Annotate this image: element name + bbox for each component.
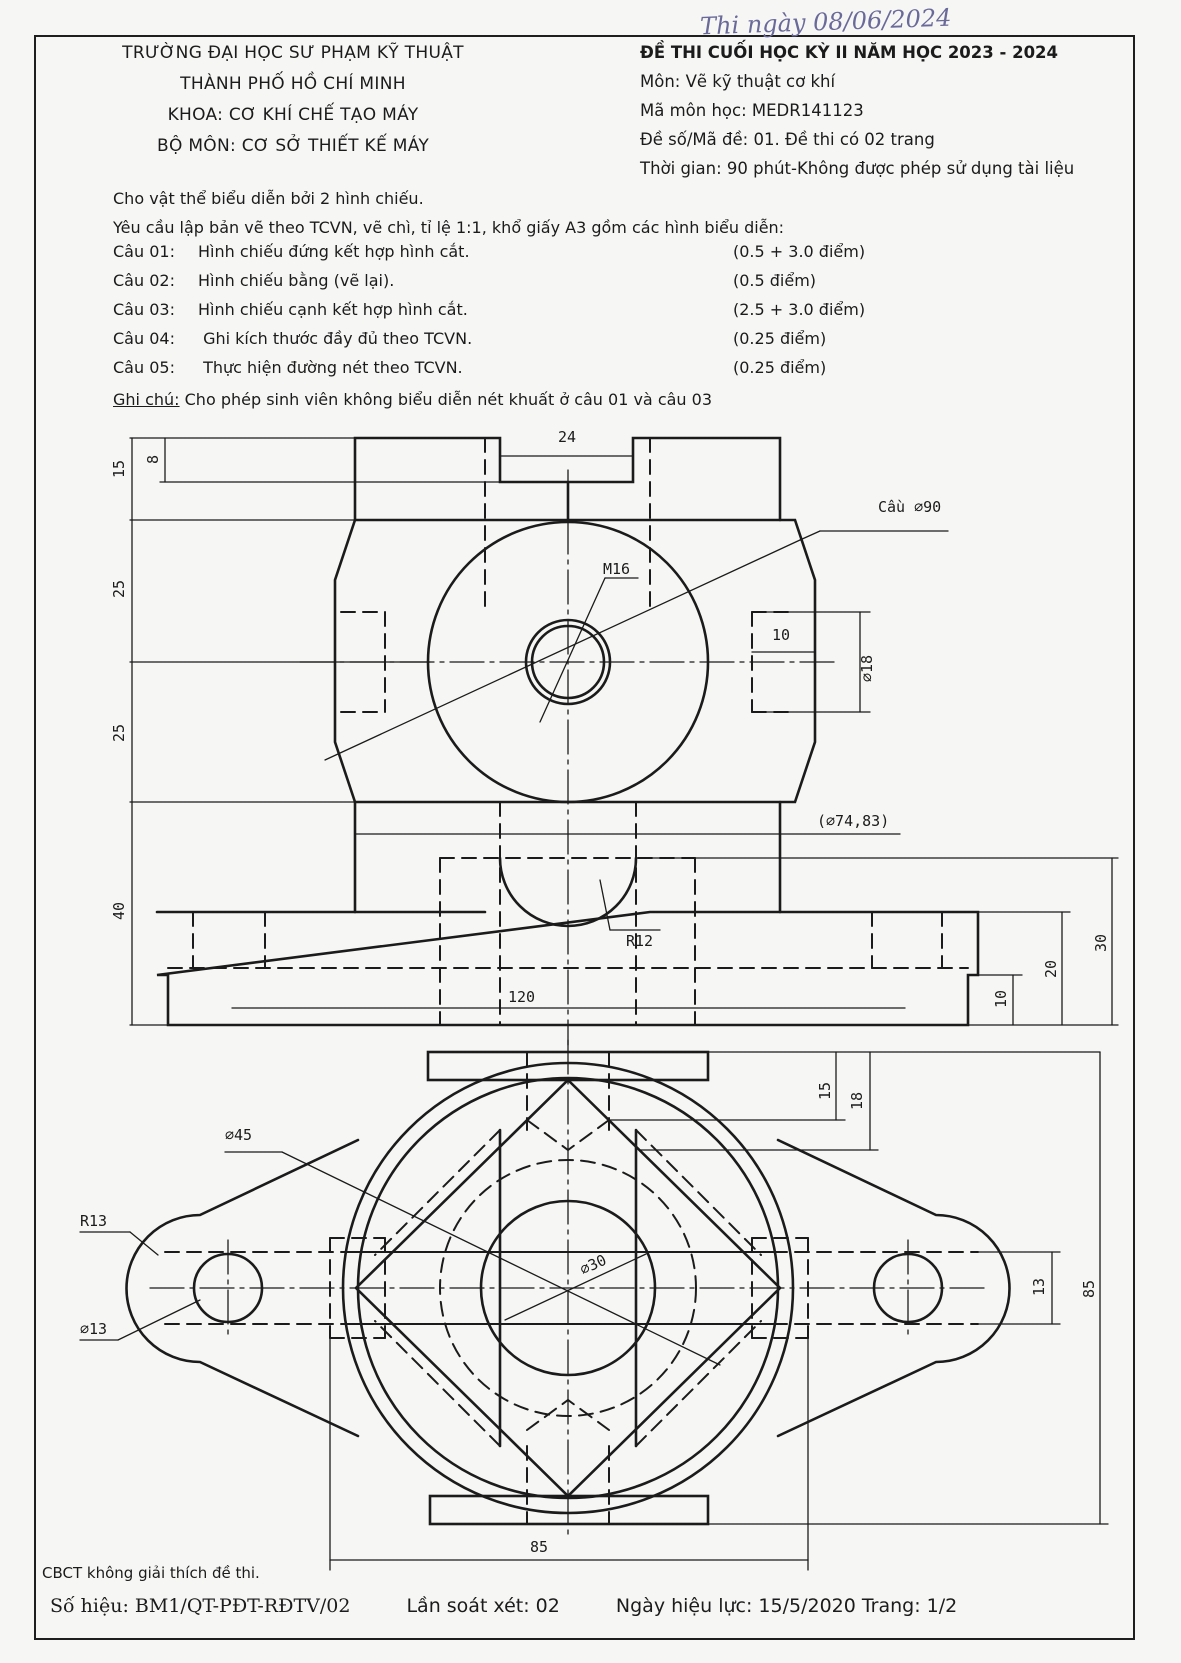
front-dimension-lines: [130, 438, 1118, 1025]
note-text: Cho phép sinh viên không biểu diễn nét khuất ở câu 01 và câu 03: [179, 390, 713, 409]
dim-text-40: 40: [110, 901, 128, 920]
school-line: THÀNH PHỐ HỒ CHÍ MINH: [180, 74, 406, 94]
front-body: [335, 520, 815, 802]
dim-text-18: 18: [848, 1091, 866, 1110]
note-label: Ghi chú:: [113, 390, 180, 409]
question-label: Câu 05:: [113, 358, 175, 377]
subject: Môn: Vẽ kỹ thuật cơ khí: [640, 72, 836, 91]
dim-text-phi13: ⌀13: [80, 1320, 108, 1338]
proctor-note: CBCT không giải thích đề thi.: [42, 1564, 260, 1582]
dim-text-10b: 10: [992, 989, 1010, 1008]
exam-code: Đề số/Mã đề: 01. Đề thi có 02 trang: [640, 130, 935, 149]
dim-text-120: 120: [508, 988, 536, 1006]
effective-date: Ngày hiệu lực: 15/5/2020 Trang: 1/2: [615, 1595, 958, 1617]
dim-text-15-top: 15: [816, 1081, 834, 1100]
dim-text-85-vertical: 85: [1080, 1279, 1098, 1298]
document-code: Số hiệu: BM1/QT-PĐT-RĐTV/02: [50, 1595, 351, 1617]
exam-title: ĐỀ THI CUỐI HỌC KỲ II NĂM HỌC 2023 - 2024: [640, 43, 1059, 62]
dim-text-13: 13: [1030, 1277, 1048, 1296]
instruction-line: Cho vật thể biểu diễn bởi 2 hình chiếu.: [113, 189, 424, 208]
question-text: Hình chiếu bằng (vẽ lại).: [198, 271, 395, 290]
dim-text-r13: R13: [80, 1212, 108, 1230]
top-lower-boss: [430, 1496, 708, 1524]
dim-text-sphere: Cầu ⌀90: [878, 498, 942, 516]
top-center-lines: [150, 1040, 985, 1535]
dim-text-30: 30: [1092, 933, 1110, 952]
dim-text-25-upper: 25: [110, 579, 128, 598]
school-line: KHOA: CƠ KHÍ CHẾ TẠO MÁY: [167, 105, 419, 125]
question-points: (0.25 điểm): [733, 358, 827, 377]
dim-text-20: 20: [1042, 959, 1060, 978]
dim-text-15: 15: [110, 459, 128, 478]
question-text: Hình chiếu cạnh kết hợp hình cắt.: [198, 300, 468, 319]
question-points: (0.5 điểm): [733, 271, 817, 290]
instruction-line: Yêu cầu lập bản vẽ theo TCVN, vẽ chì, tỉ lệ 1:1, khổ giấy A3 gồm các hình biểu diễn:: [113, 218, 785, 237]
school-line: TRƯỜNG ĐẠI HỌC SƯ PHẠM KỸ THUẬT: [122, 43, 464, 63]
question-points: (0.25 điểm): [733, 329, 827, 348]
dim-text-phi18: ⌀18: [858, 654, 876, 682]
footer: [50, 1595, 1007, 1617]
dim-text-85-horizontal: 85: [530, 1538, 549, 1556]
school-line: BỘ MÔN: CƠ SỞ THIẾT KẾ MÁY: [156, 136, 430, 156]
revision: Lần soát xét: 02: [406, 1595, 560, 1617]
question-label: Câu 04:: [113, 329, 175, 348]
dim-text-25-lower: 25: [110, 723, 128, 742]
dim-text-r12: R12: [626, 932, 654, 950]
question-text: Hình chiếu đứng kết hợp hình cắt.: [198, 242, 470, 261]
question-text: Thực hiện đường nét theo TCVN.: [198, 358, 463, 377]
question-points: (2.5 + 3.0 điểm): [733, 300, 866, 319]
dim-text-phi45: ⌀45: [225, 1126, 253, 1144]
dim-text-phi74: (⌀74,83): [817, 812, 890, 830]
question-label: Câu 03:: [113, 300, 175, 319]
exam-time: Thời gian: 90 phút-Không được phép sử dụng tài liệu: [640, 159, 1075, 178]
subject-code: Mã môn học: MEDR141123: [640, 101, 864, 120]
dim-text-8: 8: [144, 454, 162, 464]
dim-text-24: 24: [558, 428, 577, 446]
question-points: (0.5 + 3.0 điểm): [733, 242, 866, 261]
question-text: Ghi kích thước đầy đủ theo TCVN.: [198, 329, 473, 348]
front-center-lines: [300, 470, 835, 1045]
handwritten-date-note: Thi ngày 08/06/2024: [699, 3, 952, 41]
dim-text-10: 10: [772, 626, 791, 644]
question-label: Câu 01:: [113, 242, 175, 261]
question-label: Câu 02:: [113, 271, 175, 290]
dim-text-phi30: ⌀30: [577, 1250, 610, 1279]
dim-text-m16: M16: [603, 560, 631, 578]
